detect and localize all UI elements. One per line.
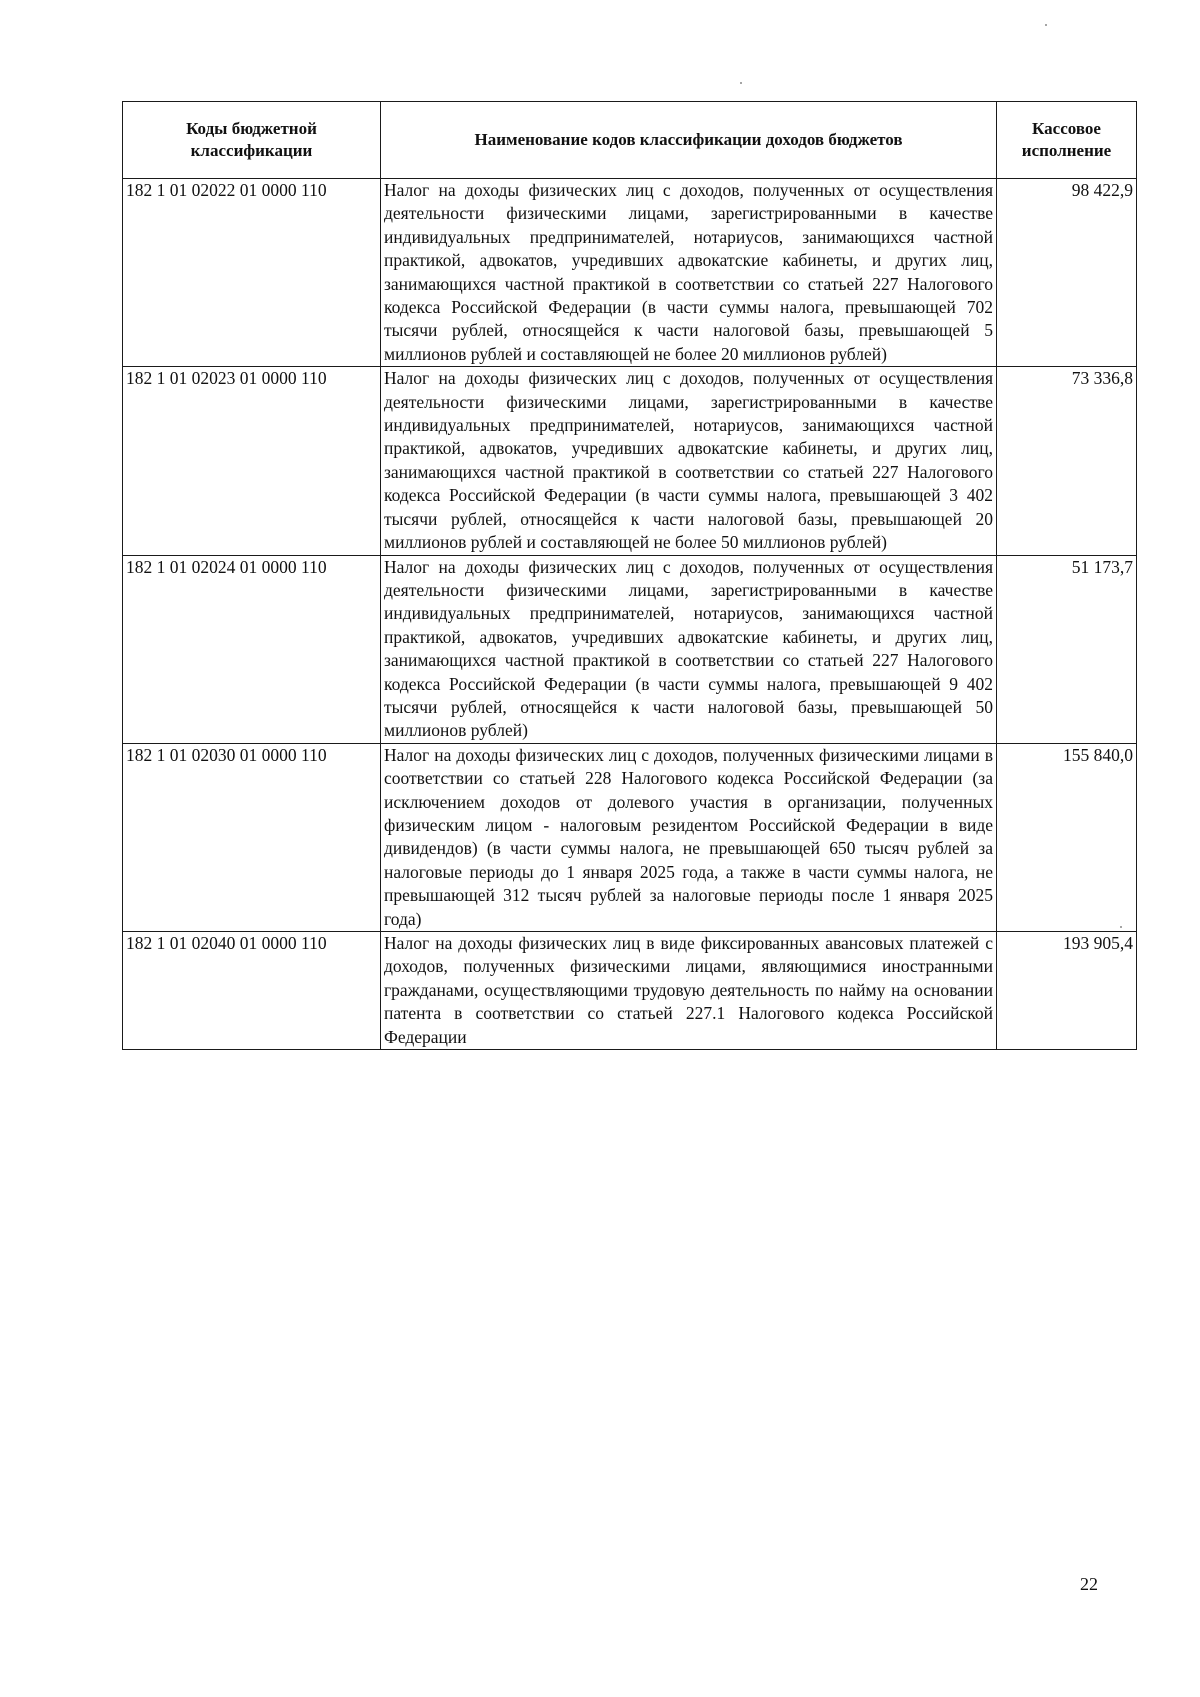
- amount-cell: 155 840,0: [997, 743, 1137, 931]
- code-name-cell: Налог на доходы физических лиц с доходов, полученных от осуществления деятельности физическими лицами, зарегистрированными в качестве индивидуальных предпринимателей, нотариусов, занимающихся частной практикой, адвокатов, учредивших адвокатские кабинеты, и других лиц, занимающихся частной практикой в соответствии со статьей 227 Налогового кодекса Российской Федерации (в части суммы налога, превышающей 3 402 тысячи рублей, относящейся к части налоговой базы, превышающей 20 миллионов рублей и составляющей не более 50 миллионов рублей): [381, 367, 997, 555]
- table-row: [123, 367, 1137, 555]
- budget-code-cell: 182 1 01 02030 01 0000 110: [123, 743, 381, 931]
- code-name-cell: Налог на доходы физических лиц с доходов, полученных физическими лицами в соответствии со статьей 228 Налогового кодекса Российской Федерации (за исключением доходов от долевого участия в организации, полученных физическим лицом - налоговым резидентом Российской Федерации в виде дивидендов) (в части суммы налога, не превышающей 650 тысяч рублей за налоговые периоды до 1 января 2025 года, а также в части суммы налога, не превышающей 312 тысяч рублей за налоговые периоды после 1 января 2025 года): [381, 743, 997, 931]
- budget-code-cell: 182 1 01 02023 01 0000 110: [123, 367, 381, 555]
- table-row: [123, 932, 1137, 1050]
- budget-classification-table: [122, 101, 1137, 1050]
- budget-code-cell: 182 1 01 02024 01 0000 110: [123, 555, 381, 743]
- header-cash-execution: Кассовое исполнение: [997, 102, 1137, 179]
- header-budget-codes: Коды бюджетной классификации: [123, 102, 381, 179]
- page-number: 22: [1080, 1574, 1098, 1594]
- table-header-row: [123, 102, 1137, 179]
- budget-code-cell: 182 1 01 02022 01 0000 110: [123, 179, 381, 367]
- amount-cell: 51 173,7: [997, 555, 1137, 743]
- header-code-names: Наименование кодов классификации доходов бюджетов: [381, 102, 997, 179]
- budget-code-cell: 182 1 01 02040 01 0000 110: [123, 932, 381, 1050]
- code-name-cell: Налог на доходы физических лиц в виде фиксированных авансовых платежей с доходов, полученных физическими лицами, являющимися иностранными гражданами, осуществляющими трудовую деятельность по найму на основании патента в соответствии со статьей 227.1 Налогового кодекса Российской Федерации: [381, 932, 997, 1050]
- table-row: [123, 555, 1137, 743]
- scan-speck: [1045, 24, 1047, 26]
- amount-cell: 193 905,4: [997, 932, 1137, 1050]
- table-row: [123, 179, 1137, 367]
- amount-cell: 73 336,8: [997, 367, 1137, 555]
- code-name-cell: Налог на доходы физических лиц с доходов, полученных от осуществления деятельности физическими лицами, зарегистрированными в качестве индивидуальных предпринимателей, нотариусов, занимающихся частной практикой, адвокатов, учредивших адвокатские кабинеты, и других лиц, занимающихся частной практикой в соответствии со статьей 227 Налогового кодекса Российской Федерации (в части суммы налога, превышающей 702 тысячи рублей, относящейся к части налоговой базы, превышающей 5 миллионов рублей и составляющей не более 20 миллионов рублей): [381, 179, 997, 367]
- scan-speck: [740, 82, 742, 84]
- amount-cell: 98 422,9: [997, 179, 1137, 367]
- code-name-cell: Налог на доходы физических лиц с доходов, полученных от осуществления деятельности физическими лицами, зарегистрированными в качестве индивидуальных предпринимателей, нотариусов, занимающихся частной практикой, адвокатов, учредивших адвокатские кабинеты, и других лиц, занимающихся частной практикой в соответствии со статьей 227 Налогового кодекса Российской Федерации (в части суммы налога, превышающей 9 402 тысячи рублей, относящейся к части налоговой базы, превышающей 50 миллионов рублей): [381, 555, 997, 743]
- table-row: [123, 743, 1137, 931]
